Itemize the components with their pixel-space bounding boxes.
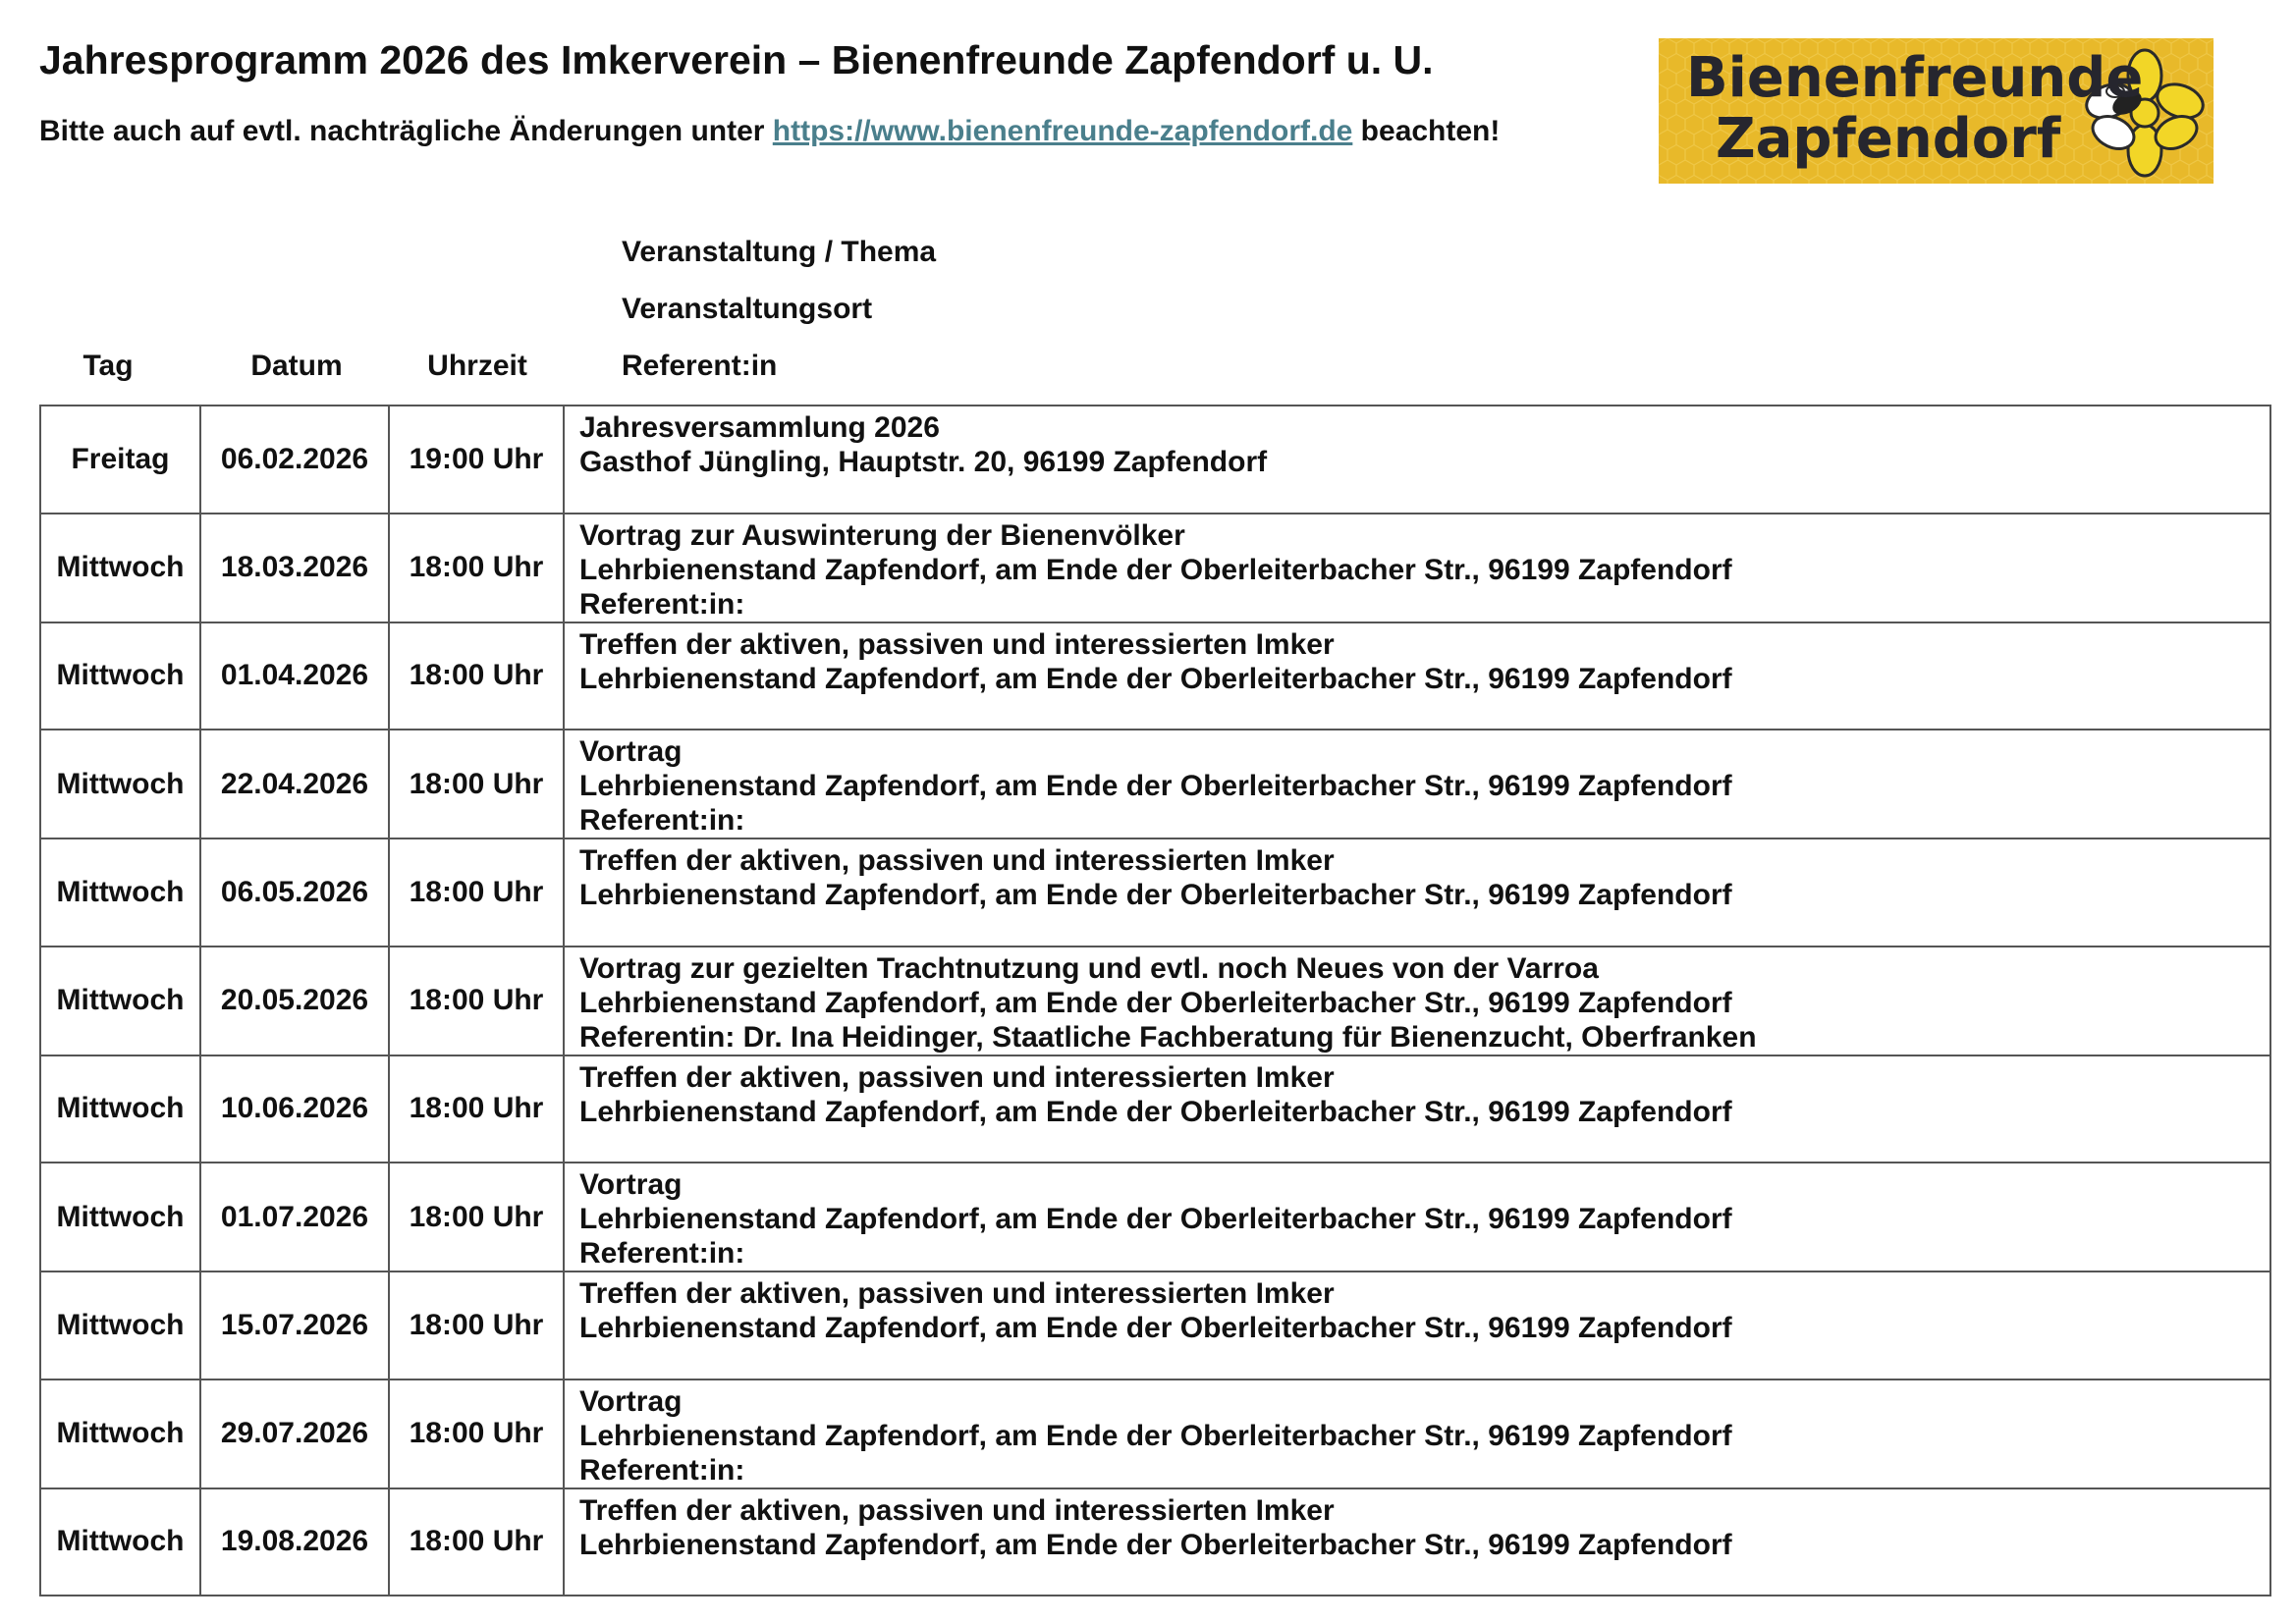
cell-date: 01.07.2026 bbox=[200, 1163, 389, 1271]
cell-time: 18:00 Uhr bbox=[389, 514, 564, 622]
cell-event-details bbox=[564, 406, 2270, 514]
table-row bbox=[40, 1271, 2270, 1380]
event-topic: Treffen der aktiven, passiven und interessierten Imker bbox=[579, 1493, 1335, 1527]
table-row bbox=[40, 1163, 2270, 1271]
table-row bbox=[40, 622, 2270, 730]
cell-time: 18:00 Uhr bbox=[389, 622, 564, 730]
table-row bbox=[40, 1488, 2270, 1596]
page-title: Jahresprogramm 2026 des Imkerverein – Bienenfreunde Zapfendorf u. U. bbox=[39, 37, 1434, 82]
cell-time: 18:00 Uhr bbox=[389, 730, 564, 839]
column-header-referent: Referent:in bbox=[622, 350, 778, 382]
cell-day: Mittwoch bbox=[40, 1055, 200, 1163]
event-location: Gasthof Jüngling, Hauptstr. 20, 96199 Zapfendorf bbox=[579, 446, 1268, 478]
cell-time: 18:00 Uhr bbox=[389, 947, 564, 1055]
website-link[interactable]: https://www.bienenfreunde-zapfendorf.de bbox=[772, 115, 1353, 147]
cell-event-details bbox=[564, 622, 2270, 730]
event-topic: Vortrag bbox=[579, 735, 683, 768]
cell-day: Mittwoch bbox=[40, 1488, 200, 1596]
column-header-time: Uhrzeit bbox=[427, 350, 527, 382]
cell-date: 06.02.2026 bbox=[200, 406, 389, 514]
cell-day: Mittwoch bbox=[40, 1163, 200, 1271]
table-row bbox=[40, 1055, 2270, 1163]
event-location: Lehrbienenstand Zapfendorf, am Ende der Oberleiterbacher Str., 96199 Zapfendorf bbox=[579, 1203, 1732, 1235]
column-header-date: Datum bbox=[250, 350, 343, 382]
cell-time: 18:00 Uhr bbox=[389, 1271, 564, 1380]
cell-time: 18:00 Uhr bbox=[389, 839, 564, 947]
cell-time: 18:00 Uhr bbox=[389, 1055, 564, 1163]
cell-event-details bbox=[564, 1488, 2270, 1596]
logo-line-2: Zapfendorf bbox=[1716, 107, 2061, 171]
logo-line-1: Bienenfreunde bbox=[1686, 46, 2144, 110]
table-row bbox=[40, 406, 2270, 514]
event-topic: Treffen der aktiven, passiven und interessierten Imker bbox=[579, 844, 1335, 877]
table-row bbox=[40, 947, 2270, 1055]
table-row bbox=[40, 1380, 2270, 1488]
cell-event-details bbox=[564, 1163, 2270, 1271]
cell-time: 18:00 Uhr bbox=[389, 1163, 564, 1271]
cell-time: 18:00 Uhr bbox=[389, 1380, 564, 1488]
cell-date: 29.07.2026 bbox=[200, 1380, 389, 1488]
event-schedule-table bbox=[39, 405, 2271, 1596]
event-location: Lehrbienenstand Zapfendorf, am Ende der Oberleiterbacher Str., 96199 Zapfendorf bbox=[579, 553, 1732, 586]
cell-day: Mittwoch bbox=[40, 947, 200, 1055]
cell-day: Mittwoch bbox=[40, 514, 200, 622]
event-location: Lehrbienenstand Zapfendorf, am Ende der Oberleiterbacher Str., 96199 Zapfendorf bbox=[579, 1528, 1732, 1561]
cell-day: Freitag bbox=[40, 406, 200, 514]
cell-date: 20.05.2026 bbox=[200, 947, 389, 1055]
cell-date: 06.05.2026 bbox=[200, 839, 389, 947]
cell-time: 18:00 Uhr bbox=[389, 1488, 564, 1596]
cell-day: Mittwoch bbox=[40, 1271, 200, 1380]
table-row bbox=[40, 730, 2270, 839]
event-referent: Referentin: Dr. Ina Heidinger, Staatliche Fachberatung für Bienenzucht, Oberfranken bbox=[579, 1020, 1757, 1054]
event-topic: Treffen der aktiven, passiven und interessierten Imker bbox=[579, 1277, 1335, 1310]
table-row bbox=[40, 839, 2270, 947]
cell-date: 15.07.2026 bbox=[200, 1271, 389, 1380]
subtitle-text-before: Bitte auch auf evtl. nachträgliche Änderungen unter bbox=[39, 115, 773, 147]
subtitle bbox=[39, 115, 1500, 148]
event-referent: Referent:in: bbox=[579, 804, 745, 837]
logo-wordmark bbox=[1686, 48, 2143, 170]
event-topic: Treffen der aktiven, passiven und interessierten Imker bbox=[579, 627, 1335, 661]
event-topic: Treffen der aktiven, passiven und interessierten Imker bbox=[579, 1060, 1335, 1094]
event-topic: Vortrag zur gezielten Trachtnutzung und evtl. noch Neues von der Varroa bbox=[579, 951, 1599, 985]
event-location: Lehrbienenstand Zapfendorf, am Ende der Oberleiterbacher Str., 96199 Zapfendorf bbox=[579, 1095, 1732, 1128]
cell-date: 10.06.2026 bbox=[200, 1055, 389, 1163]
cell-event-details bbox=[564, 839, 2270, 947]
event-topic: Vortrag zur Auswinterung der Bienenvölker bbox=[579, 518, 1185, 552]
cell-event-details bbox=[564, 514, 2270, 622]
event-topic: Vortrag bbox=[579, 1384, 683, 1418]
cell-event-details bbox=[564, 947, 2270, 1055]
event-topic: Jahresversammlung 2026 bbox=[579, 411, 940, 444]
cell-event-details bbox=[564, 1380, 2270, 1488]
event-location: Lehrbienenstand Zapfendorf, am Ende der Oberleiterbacher Str., 96199 Zapfendorf bbox=[579, 662, 1732, 695]
column-header-place: Veranstaltungsort bbox=[622, 293, 873, 325]
column-header-day: Tag bbox=[82, 350, 134, 382]
cell-time: 19:00 Uhr bbox=[389, 406, 564, 514]
cell-day: Mittwoch bbox=[40, 730, 200, 839]
event-referent: Referent:in: bbox=[579, 1453, 745, 1487]
schedule-body bbox=[40, 406, 2270, 1596]
cell-event-details bbox=[564, 1055, 2270, 1163]
event-location: Lehrbienenstand Zapfendorf, am Ende der Oberleiterbacher Str., 96199 Zapfendorf bbox=[579, 1312, 1732, 1344]
cell-date: 18.03.2026 bbox=[200, 514, 389, 622]
club-logo bbox=[1659, 38, 2214, 184]
cell-day: Mittwoch bbox=[40, 839, 200, 947]
cell-event-details bbox=[564, 1271, 2270, 1380]
event-referent: Referent:in: bbox=[579, 1237, 745, 1270]
column-header-topic: Veranstaltung / Thema bbox=[622, 236, 937, 268]
event-location: Lehrbienenstand Zapfendorf, am Ende der Oberleiterbacher Str., 96199 Zapfendorf bbox=[579, 879, 1732, 911]
cell-date: 01.04.2026 bbox=[200, 622, 389, 730]
cell-event-details bbox=[564, 730, 2270, 839]
event-location: Lehrbienenstand Zapfendorf, am Ende der Oberleiterbacher Str., 96199 Zapfendorf bbox=[579, 1419, 1732, 1452]
cell-date: 22.04.2026 bbox=[200, 730, 389, 839]
cell-day: Mittwoch bbox=[40, 1380, 200, 1488]
event-location: Lehrbienenstand Zapfendorf, am Ende der Oberleiterbacher Str., 96199 Zapfendorf bbox=[579, 986, 1732, 1019]
cell-date: 19.08.2026 bbox=[200, 1488, 389, 1596]
cell-day: Mittwoch bbox=[40, 622, 200, 730]
table-row bbox=[40, 514, 2270, 622]
event-topic: Vortrag bbox=[579, 1168, 683, 1201]
subtitle-text-after: beachten! bbox=[1352, 115, 1501, 147]
event-referent: Referent:in: bbox=[579, 587, 745, 621]
event-location: Lehrbienenstand Zapfendorf, am Ende der Oberleiterbacher Str., 96199 Zapfendorf bbox=[579, 770, 1732, 802]
